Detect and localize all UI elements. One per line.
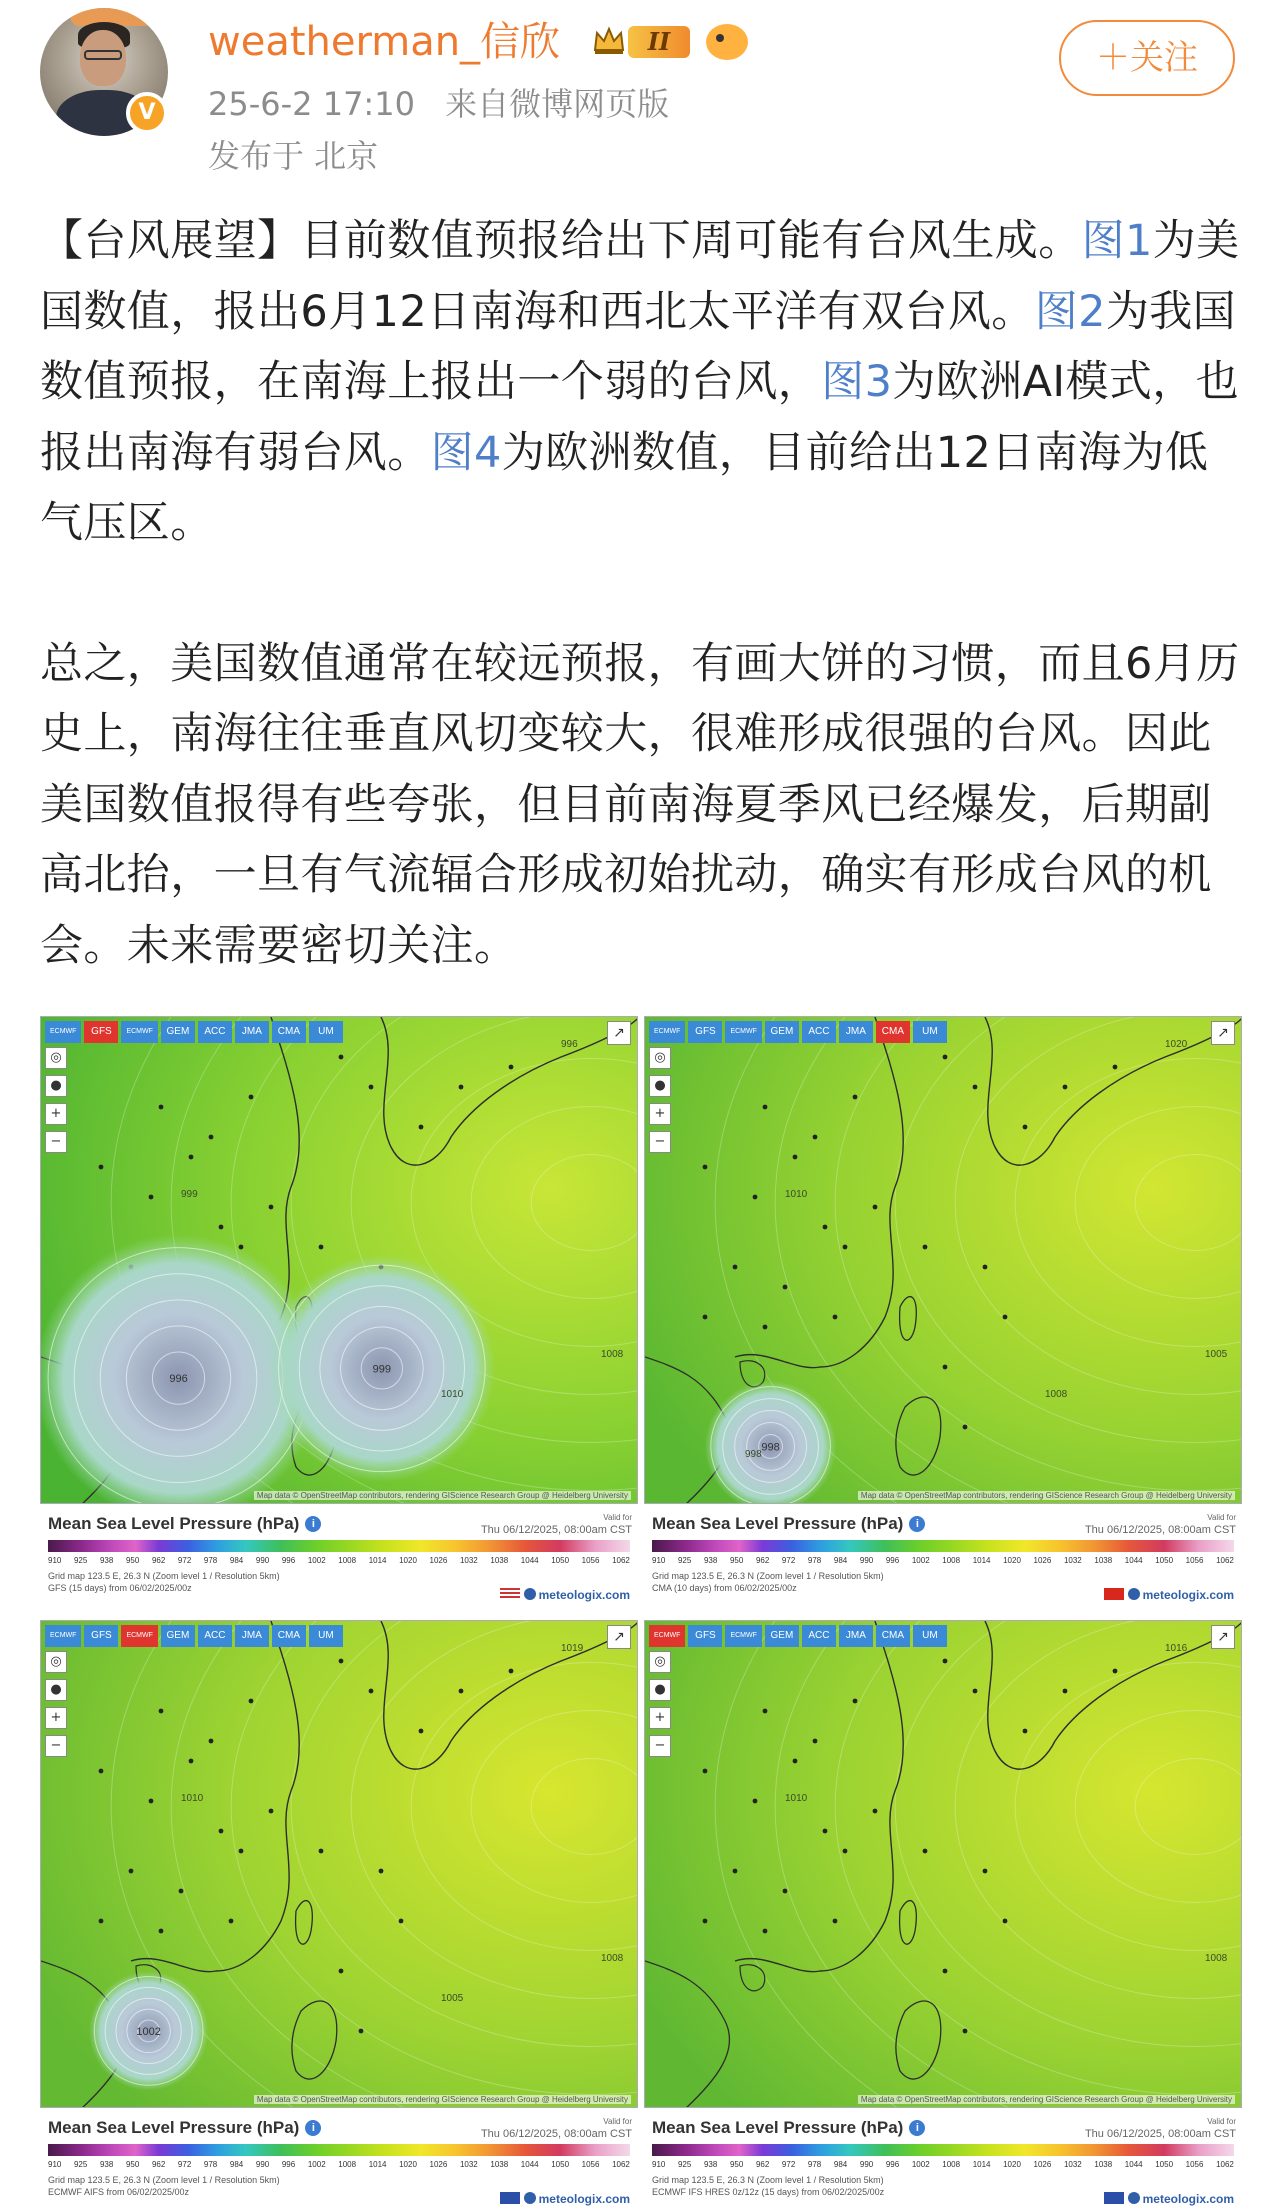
scale-label: 1032 [459,2160,478,2169]
isobar-label: 1005 [1205,1349,1228,1360]
scale-label: 1026 [1033,2160,1052,2169]
model-tab[interactable]: CMA [272,1021,306,1043]
scale-label: 1002 [307,2160,326,2169]
scale-label: 1044 [1124,2160,1143,2169]
image-link[interactable]: 图3 [821,357,893,407]
scale-label: 1008 [942,1556,961,1565]
valid-for-label: Valid for [603,1513,632,1522]
valid-date: Thu 06/12/2025, 08:00am CST [480,1524,632,1536]
username[interactable]: weatherman_信欣 [208,19,561,65]
logo-mark-icon [524,2192,536,2204]
scale-label: 1050 [551,1556,570,1565]
scale-label: 984 [833,2160,848,2169]
scale-label: 1044 [520,1556,539,1565]
scale-label: 1020 [399,1556,417,1565]
color-scale-labels [48,2160,630,2169]
scale-label: 1038 [490,1556,509,1565]
avatar-frame-tag [70,8,168,26]
valid-date: Thu 06/12/2025, 08:00am CST [1084,1524,1236,1536]
scale-label: 950 [729,1556,744,1565]
model-tab[interactable]: GEM [161,1625,195,1647]
isobar-label: 1010 [785,1793,808,1804]
scale-label: 925 [677,2160,692,2169]
map-frame [644,1620,1242,2108]
scale-label: 996 [281,2160,296,2169]
model-tab[interactable]: GEM [765,1021,799,1043]
scale-label: 1020 [399,2160,417,2169]
model-tab[interactable]: CMA [876,1021,910,1043]
scale-label: 910 [652,2160,666,2169]
low-label: 996 [169,1373,188,1386]
zoom-out-icon[interactable]: − [45,1735,67,1757]
model-tab[interactable]: ECMWF [45,1021,81,1043]
scale-label: 972 [177,1556,192,1565]
isobar-label: 1010 [441,1389,464,1400]
color-scale-labels [48,1556,630,1565]
grid-info-line: Grid map 123.5 E, 26.3 N (Zoom level 1 / Resolution 5km) [48,2175,280,2185]
scale-label: 1050 [1155,1556,1174,1565]
color-scale-bar [652,2144,1234,2156]
map-attribution: Map data © OpenStreetMap contributors, rendering GIScience Research Group @ Heidelberg University [254,1491,631,1500]
scale-label: 1002 [307,1556,326,1565]
model-tab[interactable]: GFS [688,1021,722,1043]
model-tab[interactable]: ECMWF [725,1021,761,1043]
scale-label: 962 [755,2160,770,2169]
share-icon[interactable]: ↗ [1211,1625,1235,1649]
map-frame [644,1016,1242,1504]
image-link[interactable]: 图4 [430,427,502,478]
scale-label: 1044 [1124,1556,1143,1565]
scale-label: 1050 [551,2160,570,2169]
low-label: 998 [761,1441,780,1454]
scale-label: 1032 [1063,1556,1082,1565]
scale-label: 984 [229,2160,244,2169]
verified-badge-icon: V [126,92,168,134]
pin-icon[interactable]: ● [45,1075,67,1097]
model-tab[interactable]: GEM [161,1021,195,1043]
scale-label: 1026 [429,2160,448,2169]
scale-label: 1062 [1216,2160,1234,2169]
scale-label: 1038 [1094,1556,1113,1565]
scale-label: 1062 [612,1556,630,1565]
logo-text: meteologix.com [538,2192,630,2206]
pressure-field [645,1621,1242,2108]
target-icon[interactable]: ◎ [649,1651,671,1673]
scale-label: 962 [151,2160,166,2169]
isobar-label: 1008 [1205,1953,1228,1964]
post-paragraph-1 [40,206,1240,559]
logo-mark-icon [524,1588,536,1600]
image-link[interactable]: 图1 [1081,216,1153,266]
post-header [0,0,1279,190]
scale-label: 1032 [459,1556,478,1565]
model-tab[interactable]: ACC [802,1625,836,1647]
post-text-segment: 为我国数值预报，在南海上报出一个弱的台风， [40,286,1237,407]
model-tab[interactable]: CMA [876,1625,910,1647]
zoom-in-icon[interactable]: + [649,1707,671,1729]
post-location: 发布于 北京 [208,137,379,175]
grid-info-line: Grid map 123.5 E, 26.3 N (Zoom level 1 / Resolution 5km) [48,1571,280,1581]
scale-label: 996 [885,1556,900,1565]
model-tabs [45,1625,343,1647]
isobar-label: 996 [561,1039,578,1050]
model-tab[interactable]: GFS [84,1625,118,1647]
model-tabs [45,1021,343,1043]
model-tab[interactable]: GFS [688,1625,722,1647]
meteologix-logo[interactable] [1104,1588,1234,1602]
legend-title-text: Mean Sea Level Pressure (hPa) [652,1514,904,1533]
grid-info [48,1570,280,1594]
info-icon[interactable]: i [909,1516,925,1532]
valid-for-label: Valid for [1207,2117,1236,2126]
legend-title [48,1514,321,1534]
grid-info-line: Grid map 123.5 E, 26.3 N (Zoom level 1 / Resolution 5km) [652,1571,884,1581]
isobar-label: 1008 [1045,1389,1068,1400]
model-info-line: CMA (10 days) from 06/02/2025/00z [652,1583,797,1593]
pin-icon[interactable]: ● [649,1679,671,1701]
scale-label: 1026 [1033,1556,1052,1565]
scale-label: 990 [255,2160,270,2169]
valid-for-label: Valid for [1207,1513,1236,1522]
zoom-out-icon[interactable]: − [45,1131,67,1153]
zoom-in-icon[interactable]: + [45,1103,67,1125]
scale-label: 1008 [338,2160,357,2169]
scale-label: 1050 [1155,2160,1174,2169]
legend-title [652,2118,925,2138]
pressure-field [645,1017,1242,1504]
isobar-label: 1008 [601,1953,624,1964]
valid-for [481,1512,632,1536]
map-attribution: Map data © OpenStreetMap contributors, rendering GIScience Research Group @ Heidelberg University [254,2095,631,2104]
map-frame [40,1016,638,1504]
scale-label: 938 [99,2160,114,2169]
follow-button[interactable]: ＋关注 [1059,20,1235,96]
info-icon[interactable]: i [305,2120,321,2136]
isobar-label: 1005 [441,1993,464,2004]
scale-label: 1008 [338,1556,357,1565]
post-text-segment: 为欧洲数值，目前给出12日南海为低气压区。 [40,427,1209,548]
logo-mark-icon [1128,1588,1140,1600]
color-scale-bar [48,2144,630,2156]
valid-for [1085,2116,1236,2140]
map-legend [644,2114,1242,2209]
model-tab[interactable]: ACC [198,1625,232,1647]
scale-label: 984 [833,1556,848,1565]
map-tools [45,1651,67,1763]
flag-icon [1104,1588,1124,1600]
valid-for [1085,1512,1236,1536]
post-meta [208,82,669,126]
isobar-label: 1008 [601,1349,624,1360]
model-tab[interactable]: ECMWF [649,1021,685,1043]
scale-label: 925 [73,2160,88,2169]
scale-label: 1026 [429,1556,448,1565]
map-tools [649,1047,671,1159]
map-legend [644,1510,1242,1614]
pin-icon[interactable]: ● [649,1075,671,1097]
zoom-out-icon[interactable]: − [649,1735,671,1757]
level-badge[interactable] [592,22,700,62]
scale-label: 990 [859,2160,874,2169]
isobar-label: 1010 [785,1189,808,1200]
pressure-field [41,1621,638,2108]
zoom-in-icon[interactable]: + [649,1103,671,1125]
scale-label: 1014 [368,1556,387,1565]
scale-label: 1038 [1094,2160,1113,2169]
map-tools [45,1047,67,1159]
logo-text: meteologix.com [538,1588,630,1602]
scale-label: 972 [177,2160,192,2169]
model-tabs [649,1625,947,1647]
scale-label: 978 [203,1556,218,1565]
post-paragraph-2: 总之，美国数值通常在较远预报，有画大饼的习惯，而且6月历史上，南海往往垂直风切变较大，很难形成很强的台风。因此美国数值报得有些夸张，但目前南海夏季风已经爆发，后期副高北抬，一旦有气流辐合形成初始扰动，确实有形成台风的机会。未来需要密切关注。 [40,638,1240,971]
post-text [40,206,1240,981]
crown-icon [592,24,626,58]
flag-icon [1104,2192,1124,2204]
scale-label: 962 [151,1556,166,1565]
meteologix-logo[interactable] [500,2192,630,2206]
scale-label: 925 [677,1556,692,1565]
model-tab[interactable]: UM [913,1625,947,1647]
scale-label: 996 [885,2160,900,2169]
scale-label: 1008 [942,2160,961,2169]
model-tab[interactable]: ECMWF [649,1625,685,1647]
model-tab[interactable]: ACC [198,1021,232,1043]
model-info-line: ECMWF IFS HRES 0z/12z (15 days) from 06/02/2025/00z [652,2187,885,2197]
scale-label: 990 [255,1556,270,1565]
model-tab[interactable]: CMA [272,1625,306,1647]
model-tab[interactable]: ECMWF [121,1021,157,1043]
scale-label: 910 [48,2160,62,2169]
map-legend [40,1510,638,1614]
scale-label: 1014 [972,1556,991,1565]
legend-title-text: Mean Sea Level Pressure (hPa) [48,1514,300,1533]
scale-label: 1020 [1003,1556,1021,1565]
map-attribution: Map data © OpenStreetMap contributors, rendering GIScience Research Group @ Heidelberg University [858,1491,1235,1500]
model-tab[interactable]: UM [913,1021,947,1043]
post-text-segment: 为欧洲AI模式，也报出南海有弱台风。 [40,357,1240,478]
model-tab[interactable]: UM [309,1625,343,1647]
level-badge-label: II [628,26,690,58]
isobar-label: 1020 [1165,1039,1188,1050]
model-tab[interactable]: JMA [235,1625,269,1647]
info-icon[interactable]: i [305,1516,321,1532]
map-tools [649,1651,671,1763]
scale-label: 950 [729,2160,744,2169]
scale-label: 1002 [911,2160,930,2169]
scale-label: 950 [125,2160,140,2169]
model-info-line: GFS (15 days) from 06/02/2025/00z [48,1583,192,1593]
scale-label: 1032 [1063,2160,1082,2169]
forecast-map-4[interactable] [644,1620,1242,2209]
pressure-field [41,1017,638,1504]
scale-label: 1056 [581,2160,600,2169]
forecast-map-3[interactable] [40,1620,638,2209]
meteologix-logo[interactable] [1104,2192,1234,2206]
forecast-map-1[interactable] [40,1016,638,1614]
scale-label: 978 [807,2160,822,2169]
valid-for-label: Valid for [603,2117,632,2126]
legend-title [48,2118,321,2138]
color-scale-labels [652,1556,1234,1565]
isobar-label: 1019 [561,1643,584,1654]
isobar-label: 1010 [181,1793,204,1804]
model-tab[interactable]: JMA [839,1021,873,1043]
scale-label: 910 [652,1556,666,1565]
zoom-in-icon[interactable]: + [45,1707,67,1729]
scale-label: 910 [48,1556,62,1565]
scale-label: 1038 [490,2160,509,2169]
map-legend [40,2114,638,2209]
scale-label: 938 [703,2160,718,2169]
grid-info-line: Grid map 123.5 E, 26.3 N (Zoom level 1 / Resolution 5km) [652,2175,884,2185]
share-icon[interactable]: ↗ [607,1625,631,1649]
target-icon[interactable]: ◎ [45,1651,67,1673]
info-icon[interactable]: i [909,2120,925,2136]
scale-label: 962 [755,1556,770,1565]
scale-label: 938 [99,1556,114,1565]
post-text-segment: 【台风展望】目前数值预报给出下周可能有台风生成。 [40,216,1082,266]
meteologix-logo[interactable] [500,1588,630,1602]
isobar-label: 1016 [1165,1643,1188,1654]
scale-label: 984 [229,1556,244,1565]
scale-label: 972 [781,1556,796,1565]
pin-icon[interactable]: ● [45,1679,67,1701]
logo-text: meteologix.com [1142,1588,1234,1602]
scale-label: 1020 [1003,2160,1021,2169]
post-source[interactable]: 来自微博网页版 [445,85,670,123]
low-label: 1002 [136,2025,161,2038]
grid-info [652,1570,884,1594]
valid-date: Thu 06/12/2025, 08:00am CST [480,2128,632,2140]
scale-label: 1056 [1185,1556,1204,1565]
model-tab[interactable]: JMA [839,1625,873,1647]
post-time: 25-6-2 17:10 [208,85,415,123]
map-attribution: Map data © OpenStreetMap contributors, rendering GIScience Research Group @ Heidelberg University [858,2095,1235,2104]
model-tab[interactable]: GEM [765,1625,799,1647]
scale-label: 1044 [520,2160,539,2169]
low-label: 999 [372,1363,392,1376]
post-text-segment: 为美国数值，报出6月12日南海和西北太平洋有双台风。 [40,216,1240,337]
model-tab[interactable]: GFS [84,1021,118,1043]
grid-info [652,2174,884,2198]
model-info-line: ECMWF AIFS from 06/02/2025/00z [48,2187,190,2197]
fish-badge-icon[interactable] [706,24,748,60]
color-scale-bar [652,1540,1234,1552]
isobar-label: 999 [181,1189,198,1200]
flag-icon [500,1588,520,1600]
flag-icon [500,2192,520,2204]
share-icon[interactable]: ↗ [1211,1021,1235,1045]
image-link[interactable]: 图2 [1034,286,1106,337]
model-tab[interactable]: UM [309,1021,343,1043]
grid-info [48,2174,280,2198]
scale-label: 1062 [612,2160,630,2169]
color-scale-bar [48,1540,630,1552]
scale-label: 996 [281,1556,296,1565]
logo-text: meteologix.com [1142,2192,1234,2206]
scale-label: 950 [125,1556,140,1565]
valid-for [481,2116,632,2140]
target-icon[interactable]: ◎ [45,1047,67,1069]
scale-label: 972 [781,2160,796,2169]
scale-label: 990 [859,1556,874,1565]
scale-label: 1014 [368,2160,387,2169]
color-scale-labels [652,2160,1234,2169]
legend-title-text: Mean Sea Level Pressure (hPa) [48,2118,300,2137]
scale-label: 1014 [972,2160,991,2169]
model-tab[interactable]: ECMWF [45,1625,81,1647]
share-icon[interactable]: ↗ [607,1021,631,1045]
model-tab[interactable]: ACC [802,1021,836,1043]
model-tabs [649,1021,947,1043]
model-tab[interactable]: ECMWF [725,1625,761,1647]
logo-mark-icon [1128,2192,1140,2204]
legend-title [652,1514,925,1534]
scale-label: 978 [203,2160,218,2169]
scale-label: 978 [807,1556,822,1565]
model-tab[interactable]: ECMWF [121,1625,157,1647]
scale-label: 1062 [1216,1556,1234,1565]
forecast-map-2[interactable] [644,1016,1242,1614]
isobar-label: 998 [745,1449,762,1460]
scale-label: 1056 [581,1556,600,1565]
valid-date: Thu 06/12/2025, 08:00am CST [1084,2128,1236,2140]
model-tab[interactable]: JMA [235,1021,269,1043]
scale-label: 1056 [1185,2160,1204,2169]
scale-label: 925 [73,1556,88,1565]
scale-label: 938 [703,1556,718,1565]
map-frame [40,1620,638,2108]
zoom-out-icon[interactable]: − [649,1131,671,1153]
target-icon[interactable]: ◎ [649,1047,671,1069]
legend-title-text: Mean Sea Level Pressure (hPa) [652,2118,904,2137]
scale-label: 1002 [911,1556,930,1565]
